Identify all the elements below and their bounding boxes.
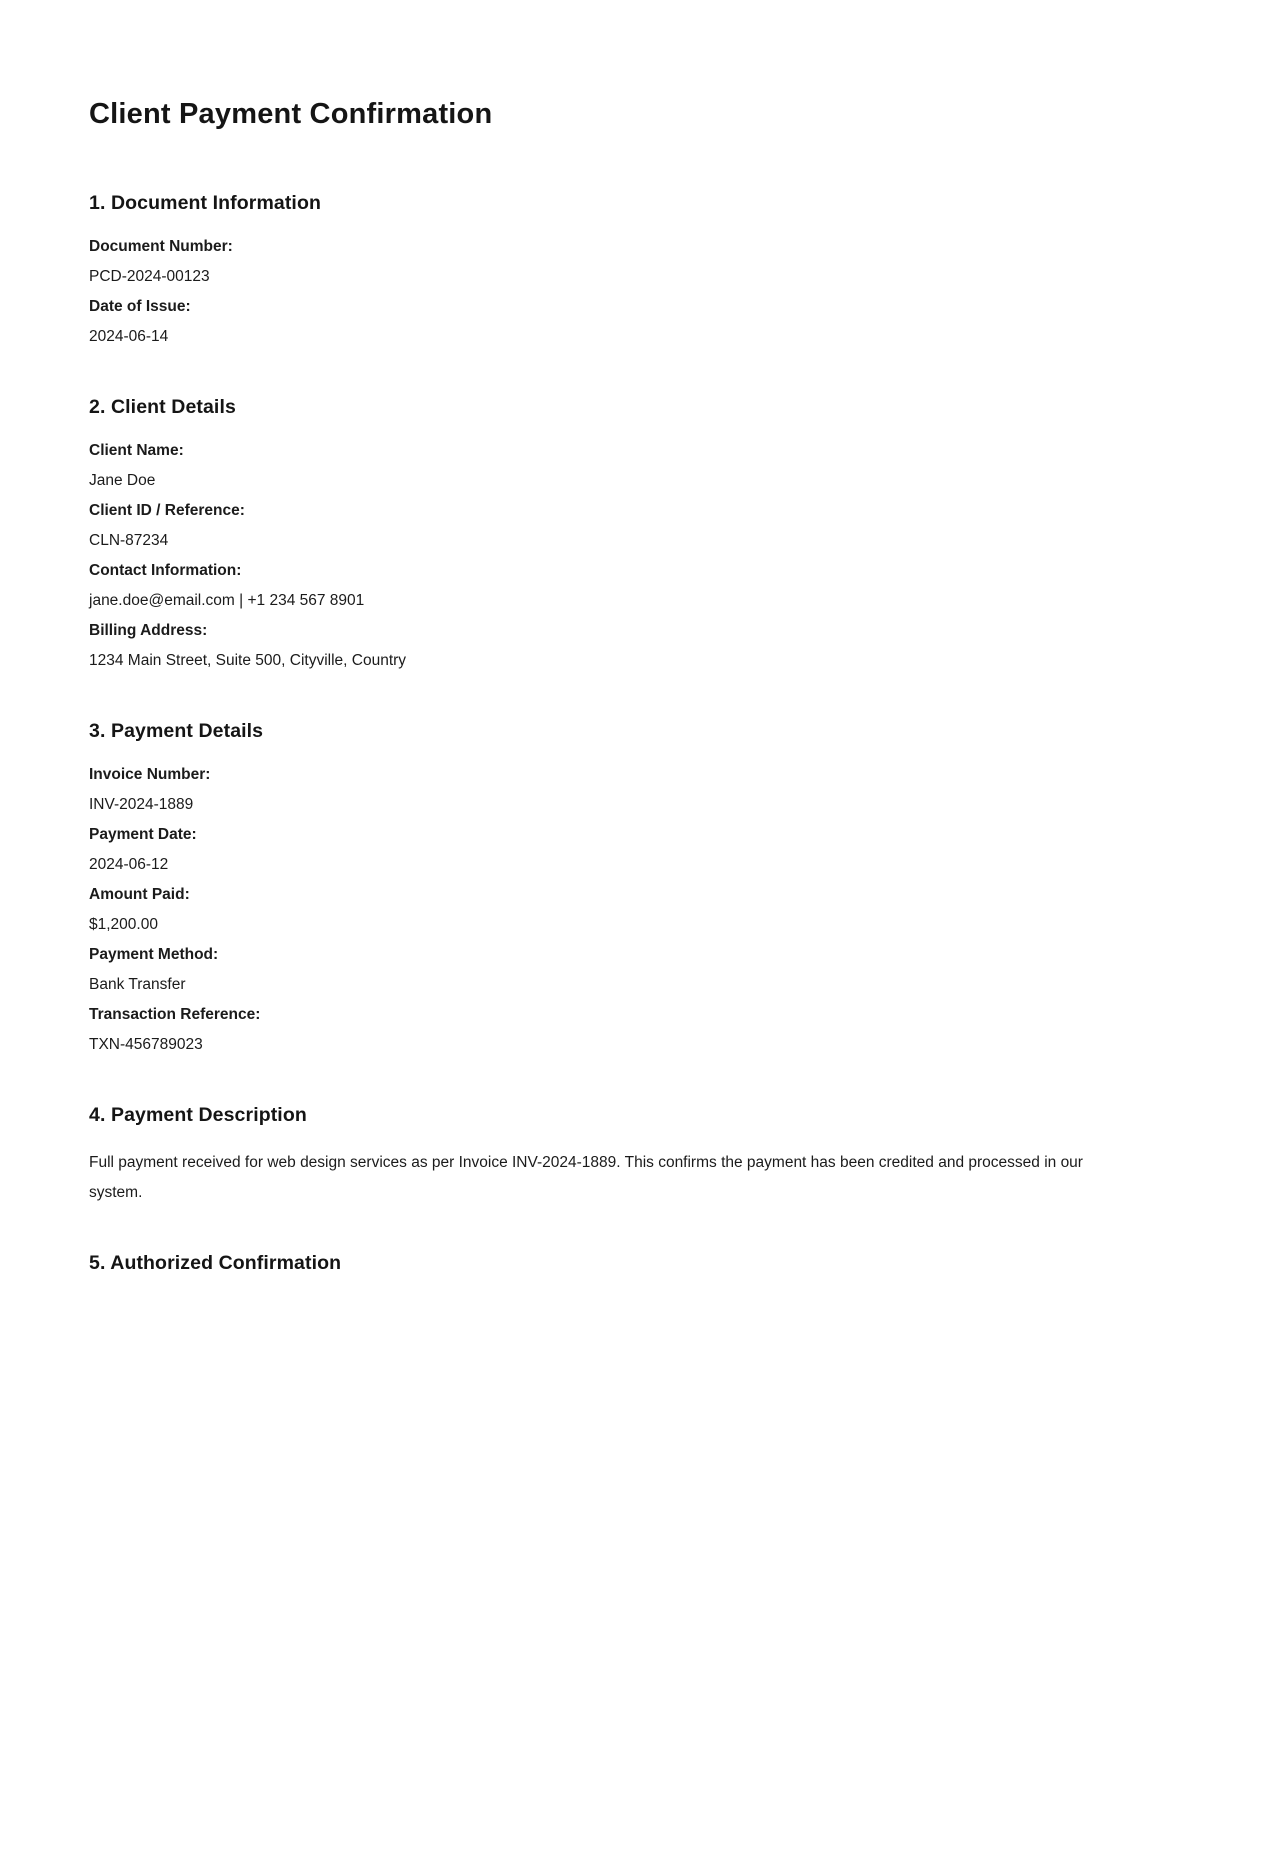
field-date-of-issue	[89, 292, 1129, 352]
amount-paid-label: Amount Paid:	[89, 886, 190, 903]
page-title: Client Payment Confirmation	[89, 98, 493, 130]
document-information-fields	[89, 232, 1129, 352]
client-name-label: Client Name:	[89, 442, 184, 459]
date-of-issue-value: 2024-06-14	[89, 328, 169, 345]
invoice-number-value: INV-2024-1889	[89, 796, 194, 813]
payment-date-label: Payment Date:	[89, 826, 197, 843]
client-id-label: Client ID / Reference:	[89, 502, 245, 519]
billing-address-label: Billing Address:	[89, 622, 208, 639]
field-transaction-reference	[89, 1000, 1129, 1060]
section-document-information-heading: 1. Document Information	[89, 192, 321, 214]
payment-method-label: Payment Method:	[89, 946, 219, 963]
payment-details-fields	[89, 760, 1129, 1060]
payment-date-value: 2024-06-12	[89, 856, 169, 873]
field-payment-method	[89, 940, 1129, 1000]
section-client-details-heading: 2. Client Details	[89, 396, 236, 418]
field-payment-date	[89, 820, 1129, 880]
amount-paid-value: $1,200.00	[89, 916, 158, 933]
transaction-reference-label: Transaction Reference:	[89, 1006, 261, 1023]
section-payment-details	[89, 718, 1129, 1060]
section-authorized-confirmation-heading: 5. Authorized Confirmation	[89, 1252, 342, 1274]
section-payment-details-heading: 3. Payment Details	[89, 720, 264, 742]
payment-method-value: Bank Transfer	[89, 976, 186, 993]
document-number-label: Document Number:	[89, 238, 233, 255]
field-client-id	[89, 496, 1129, 556]
section-client-details	[89, 394, 1129, 676]
contact-information-value: jane.doe@email.com | +1 234 567 8901	[89, 592, 365, 609]
payment-description-text: Full payment received for web design services as per Invoice INV-2024-1889. This confirms the payment has been credited and processed in our system.	[89, 1154, 1083, 1201]
field-billing-address	[89, 616, 1129, 676]
date-of-issue-label: Date of Issue:	[89, 298, 191, 315]
billing-address-value: 1234 Main Street, Suite 500, Cityville, Country	[89, 652, 407, 669]
client-details-fields	[89, 436, 1129, 676]
section-payment-description-heading: 4. Payment Description	[89, 1104, 307, 1126]
client-id-value: CLN-87234	[89, 532, 169, 549]
transaction-reference-value: TXN-456789023	[89, 1036, 203, 1053]
invoice-number-label: Invoice Number:	[89, 766, 211, 783]
client-name-value: Jane Doe	[89, 472, 156, 489]
section-authorized-confirmation	[89, 1250, 1129, 1276]
document-number-value: PCD-2024-00123	[89, 268, 210, 285]
section-payment-description	[89, 1102, 1129, 1208]
field-contact-information	[89, 556, 1129, 616]
contact-information-label: Contact Information:	[89, 562, 242, 579]
field-document-number	[89, 232, 1129, 292]
section-document-information	[89, 190, 1129, 352]
field-client-name	[89, 436, 1129, 496]
field-amount-paid	[89, 880, 1129, 940]
field-invoice-number	[89, 760, 1129, 820]
